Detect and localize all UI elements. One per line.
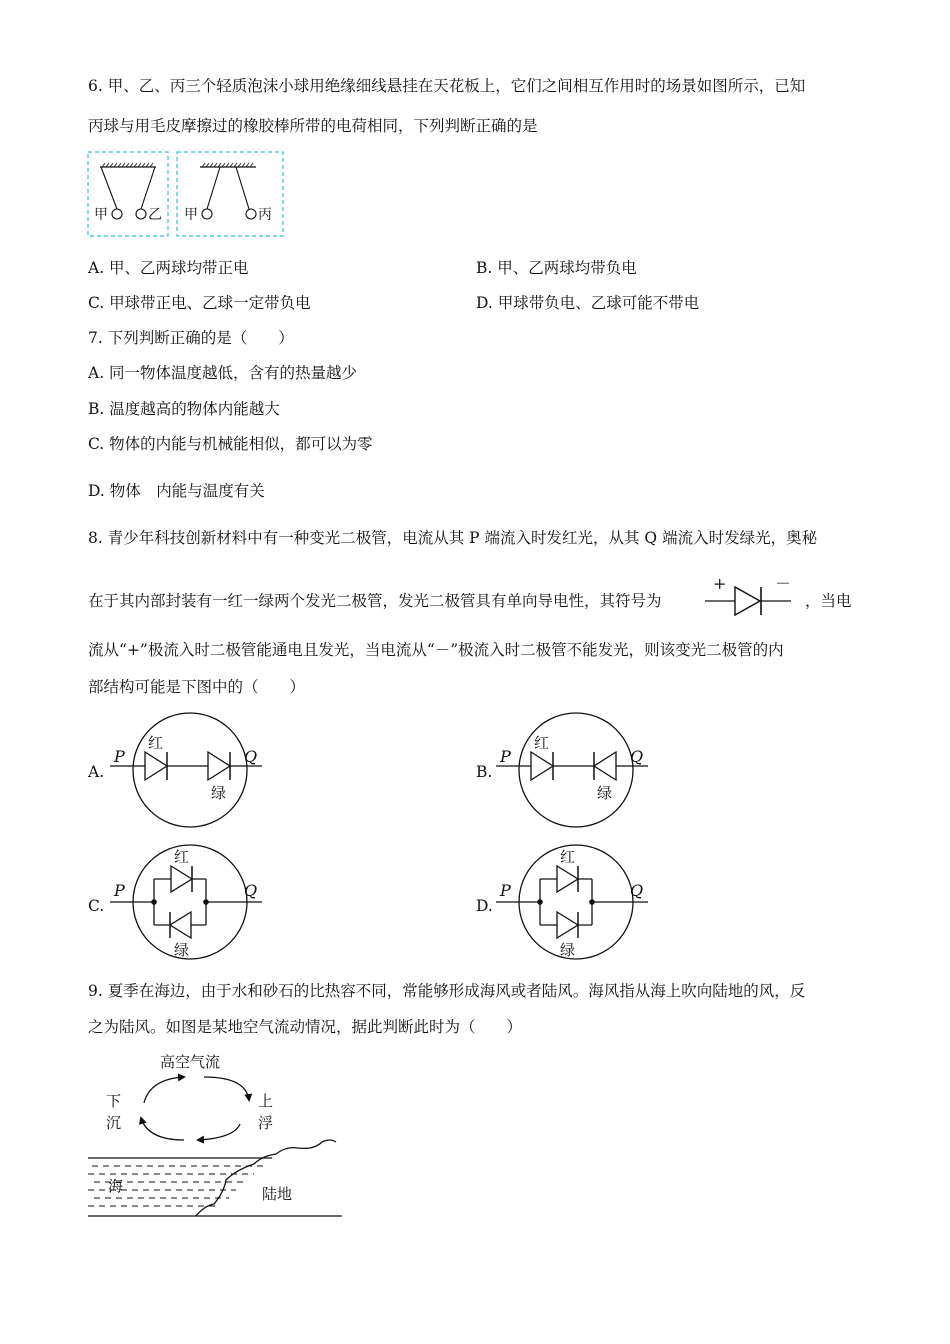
q9-arrow-bottom-right bbox=[198, 1124, 240, 1140]
q8-option-d[interactable]: D. bbox=[476, 897, 493, 915]
q8-c-q: Q bbox=[244, 881, 258, 900]
q9-stem-line1: 9. 夏季在海边，由于水和砂石的比热容不同，常能够形成海风或者陆风。海风指从海上吹向陆地的风，反 bbox=[88, 982, 806, 1000]
q9-arrow-top-left bbox=[144, 1077, 184, 1103]
q7-option-d[interactable]: D. 物体 内能与温度有关 bbox=[88, 482, 265, 500]
q9-label-right-1: 上 bbox=[258, 1092, 274, 1110]
q8-a-green: 绿 bbox=[211, 784, 227, 802]
q6-option-a[interactable]: A. 甲、乙两球均带正电 bbox=[88, 259, 249, 277]
q6-label-bing: 丙 bbox=[258, 207, 272, 223]
q8-d-red: 红 bbox=[560, 848, 576, 866]
q6-stem-line1: 6. 甲、乙、丙三个轻质泡沫小球用绝缘细线悬挂在天花板上，它们之间相互作用时的场景如图所示，已知 bbox=[88, 77, 806, 95]
q8-option-c[interactable]: C. bbox=[88, 897, 105, 915]
q6-figure bbox=[86, 150, 286, 238]
q9-label-left-2: 沉 bbox=[106, 1114, 122, 1132]
q6-ball-yi bbox=[136, 209, 146, 219]
q9-label-right-2: 浮 bbox=[258, 1114, 274, 1132]
q8-figure-b bbox=[496, 710, 656, 830]
q9-label-left-1: 下 bbox=[106, 1092, 122, 1110]
q6-option-b[interactable]: B. 甲、乙两球均带负电 bbox=[476, 259, 637, 277]
q7-stem: 7. 下列判断正确的是（ ） bbox=[88, 329, 294, 347]
q8-d-q: Q bbox=[630, 881, 644, 900]
q6-ball-bing bbox=[246, 209, 256, 219]
q6-right-thread-2 bbox=[236, 167, 249, 209]
q8-figure-d bbox=[496, 842, 656, 962]
q6-label-jia-left: 甲 bbox=[94, 207, 108, 223]
q6-ball-jia-right bbox=[202, 209, 212, 219]
q8-b-q: Q bbox=[630, 747, 644, 766]
q6-stem-line2: 丙球与用毛皮摩擦过的橡胶棒所带的电荷相同，下列判断正确的是 bbox=[88, 117, 538, 135]
q8-d-green: 绿 bbox=[560, 941, 576, 959]
q9-coastline bbox=[196, 1140, 336, 1216]
q8-a-p: P bbox=[114, 747, 125, 766]
q6-left-thread-2 bbox=[141, 167, 155, 209]
q9-arrow-top-right bbox=[204, 1077, 249, 1100]
q6-right-thread-1 bbox=[207, 167, 220, 209]
q8-a-q: Q bbox=[244, 747, 258, 766]
q6-left-thread-1 bbox=[101, 167, 117, 209]
q8-c-p: P bbox=[114, 881, 125, 900]
diode-symbol bbox=[705, 572, 797, 622]
q8-a-red: 红 bbox=[148, 734, 164, 752]
q6-label-yi: 乙 bbox=[148, 207, 162, 223]
diode-plus-label: + bbox=[713, 574, 727, 593]
q8-figure-a bbox=[110, 710, 270, 830]
q6-label-jia-right: 甲 bbox=[184, 207, 198, 223]
diode-minus-label: － bbox=[775, 574, 792, 593]
q9-label-top: 高空气流 bbox=[160, 1053, 221, 1071]
q6-ball-jia-left bbox=[112, 209, 122, 219]
q8-stem-line2a: 在于其内部封装有一红一绿两个发光二极管，发光二极管具有单向导电性，其符号为 bbox=[88, 592, 662, 610]
q8-option-b[interactable]: B. bbox=[476, 763, 493, 781]
q8-option-a[interactable]: A. bbox=[88, 763, 105, 781]
q9-figure bbox=[86, 1046, 346, 1226]
q8-d-p: P bbox=[500, 881, 511, 900]
q7-option-c[interactable]: C. 物体的内能与机械能相似，都可以为零 bbox=[88, 435, 373, 453]
q6-left-ceiling bbox=[102, 163, 153, 167]
q9-label-sea: 海 bbox=[108, 1177, 124, 1195]
q6-option-c[interactable]: C. 甲球带正电、乙球一定带负电 bbox=[88, 294, 311, 312]
q8-figure-c bbox=[110, 842, 270, 962]
q8-stem-line2b: ，当电 bbox=[805, 592, 852, 610]
q8-c-green: 绿 bbox=[174, 941, 190, 959]
q6-right-panel bbox=[177, 152, 283, 236]
q8-c-red: 红 bbox=[174, 848, 190, 866]
q9-stem-line2: 之为陆风。如图是某地空气流动情况，据此判断此时为（ ） bbox=[88, 1018, 523, 1036]
q6-option-d[interactable]: D. 甲球带负电、乙球可能不带电 bbox=[476, 294, 700, 312]
q9-label-land: 陆地 bbox=[262, 1185, 293, 1203]
q8-stem-line4: 部结构可能是下图中的（ ） bbox=[88, 678, 306, 696]
q8-b-red: 红 bbox=[534, 734, 550, 752]
diode-triangle bbox=[735, 587, 760, 615]
q6-right-ceiling bbox=[202, 163, 253, 167]
q8-b-green: 绿 bbox=[597, 784, 613, 802]
q9-arrow-bottom-left bbox=[141, 1118, 184, 1140]
q7-option-b[interactable]: B. 温度越高的物体内能越大 bbox=[88, 400, 280, 418]
q8-stem-line3: 流从“+”极流入时二极管能通电且发光，当电流从“－”极流入时二极管不能发光，则该变光二极管的内 bbox=[88, 641, 784, 659]
q8-stem-line1: 8. 青少年科技创新材料中有一种变光二极管，电流从其 P 端流入时发红光，从其 Q 端流入时发绿光，奥秘 bbox=[88, 529, 818, 547]
q7-option-a[interactable]: A. 同一物体温度越低，含有的热量越少 bbox=[88, 364, 358, 382]
q8-b-p: P bbox=[500, 747, 511, 766]
